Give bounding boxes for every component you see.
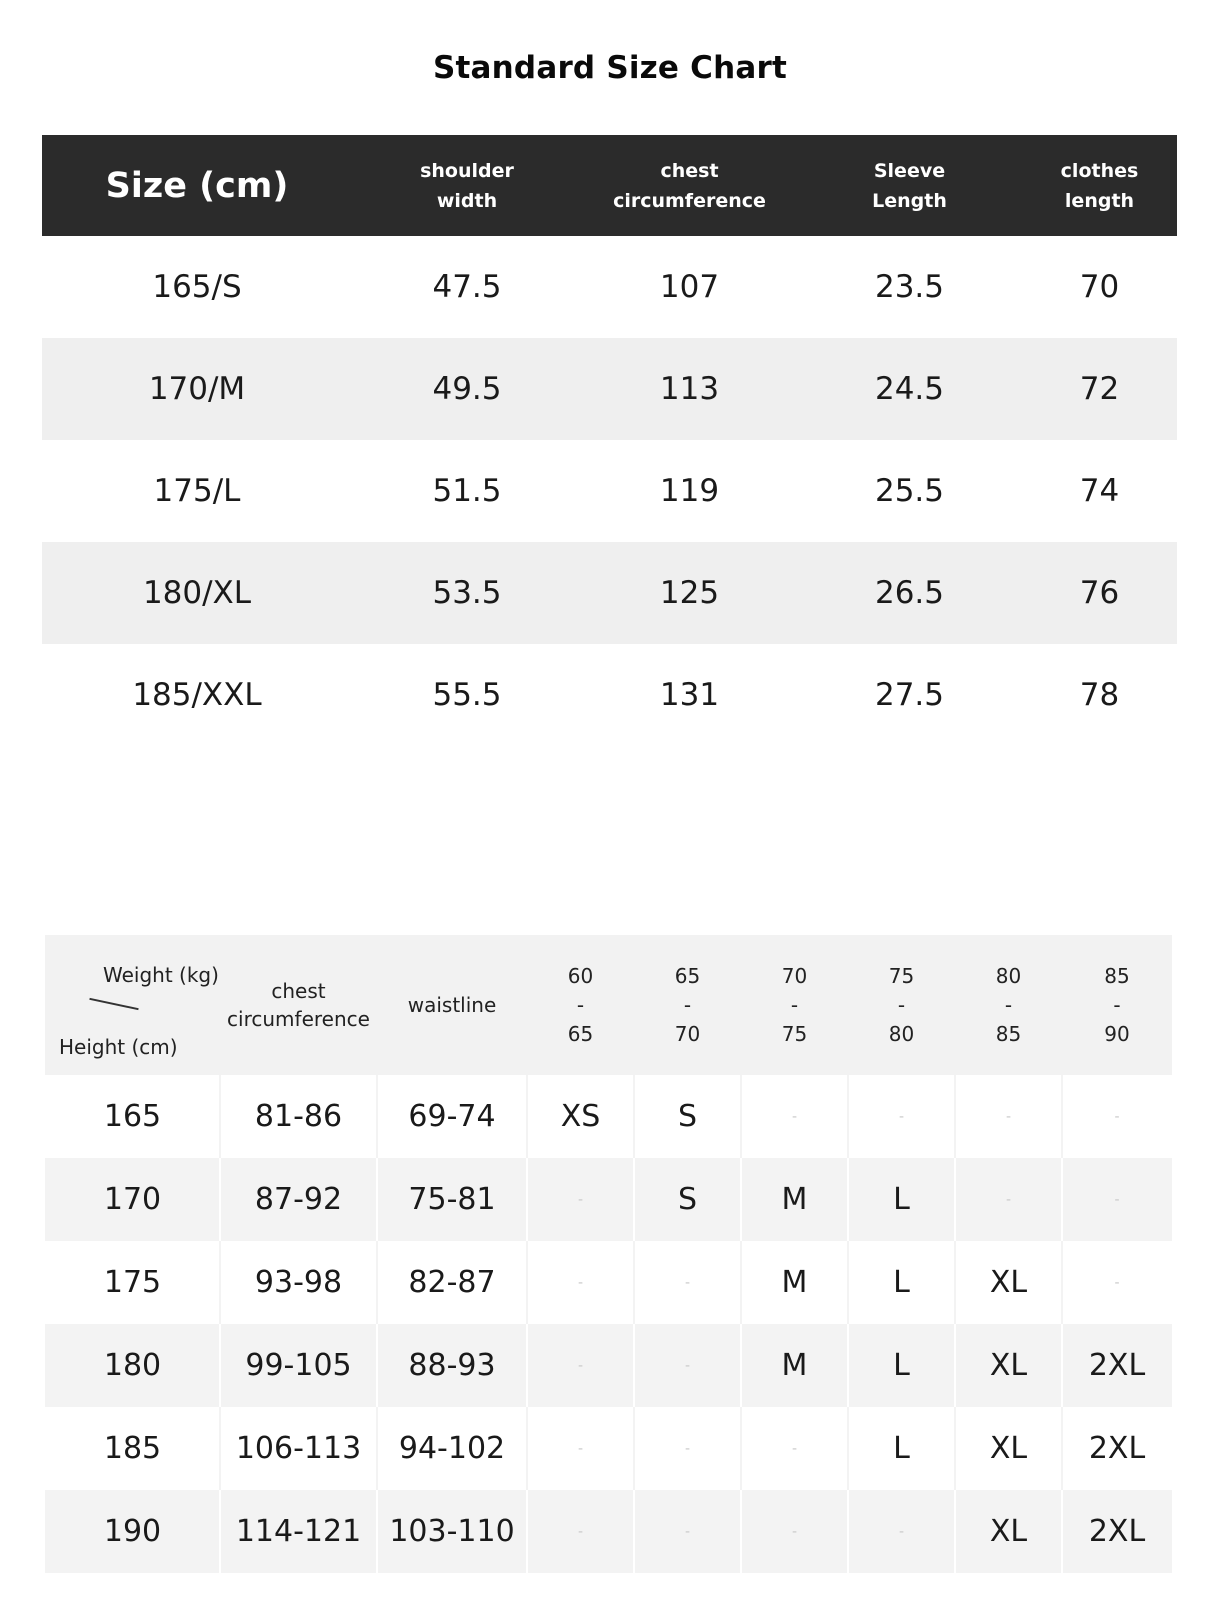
header-chest-circumference: chest circumference [613, 159, 766, 212]
waist-range-cell: 69-74 [408, 1099, 496, 1134]
chest-range-cell: 93-98 [254, 1265, 343, 1300]
weight-range-header: 65 - 70 [674, 963, 701, 1046]
header-chest-circumference: chest circumference [227, 979, 370, 1031]
empty-size-cell: - [1005, 1108, 1012, 1125]
table-row [42, 542, 1177, 644]
table-row [45, 1490, 1172, 1573]
clothes-cell: 72 [1079, 371, 1120, 407]
page-title: Standard Size Chart [433, 50, 787, 86]
height-weight-size-table [45, 935, 1172, 1573]
height-cell: 190 [103, 1514, 162, 1549]
size-cell: 165/S [152, 269, 242, 305]
waist-range-cell: 94-102 [398, 1431, 506, 1466]
clothes-cell: 78 [1079, 677, 1120, 713]
chest-cell: 131 [659, 677, 720, 713]
chest-range-cell: 106-113 [235, 1431, 362, 1466]
size-cell: XL [989, 1265, 1028, 1300]
header-shoulder-width: shoulder width [420, 159, 514, 212]
waist-range-cell: 88-93 [408, 1348, 496, 1383]
size-cell: XS [560, 1099, 601, 1134]
height-cell: 180 [103, 1348, 162, 1383]
table-row [45, 1158, 1172, 1241]
sleeve-cell: 25.5 [874, 473, 945, 509]
chest-range-cell: 87-92 [254, 1182, 343, 1217]
size-cell: S [677, 1099, 698, 1134]
chest-range-cell: 99-105 [245, 1348, 352, 1383]
size-cell: L [893, 1182, 910, 1217]
sleeve-cell: 26.5 [874, 575, 945, 611]
empty-size-cell: - [684, 1357, 691, 1374]
size-cell: 2XL [1088, 1514, 1146, 1549]
empty-size-cell: - [577, 1274, 584, 1291]
table-header [42, 135, 1177, 236]
empty-size-cell: - [577, 1440, 584, 1457]
shoulder-cell: 51.5 [432, 473, 502, 509]
weight-range-header: 60 - 65 [567, 963, 594, 1046]
table-row [42, 338, 1177, 440]
weight-range-header: 80 - 85 [995, 963, 1022, 1046]
size-cell: 2XL [1088, 1348, 1146, 1383]
corner-header [45, 935, 220, 1075]
empty-size-cell: - [791, 1523, 798, 1540]
table-row [42, 236, 1177, 338]
size-cell: L [893, 1348, 910, 1383]
size-cell: L [893, 1431, 910, 1466]
empty-size-cell: - [1114, 1274, 1120, 1291]
header-waistline: waistline [407, 993, 497, 1017]
table-row [45, 1407, 1172, 1490]
empty-size-cell: - [577, 1191, 584, 1208]
weight-axis-label: Weight (kg) [103, 963, 219, 987]
waist-range-cell: 75-81 [408, 1182, 496, 1217]
size-cell: M [781, 1348, 808, 1383]
diagonal-divider [89, 998, 138, 1010]
height-cell: 175 [103, 1265, 162, 1300]
header-size: Size (cm) [105, 165, 289, 206]
sleeve-cell: 23.5 [874, 269, 945, 305]
chest-range-cell: 114-121 [235, 1514, 362, 1549]
empty-size-cell: - [791, 1440, 798, 1457]
table-row [45, 1324, 1172, 1407]
empty-size-cell: - [577, 1357, 584, 1374]
size-cell: XL [989, 1514, 1028, 1549]
empty-size-cell: - [1114, 1108, 1120, 1125]
waist-range-cell: 82-87 [408, 1265, 496, 1300]
size-cell: XL [989, 1431, 1028, 1466]
chest-range-cell: 81-86 [254, 1099, 343, 1134]
empty-size-cell: - [684, 1523, 691, 1540]
empty-size-cell: - [898, 1108, 905, 1125]
empty-size-cell: - [898, 1523, 905, 1540]
chest-cell: 119 [659, 473, 720, 509]
size-cell: 170/M [148, 371, 246, 407]
height-cell: 170 [103, 1182, 162, 1217]
empty-size-cell: - [577, 1523, 584, 1540]
table-row [42, 644, 1177, 746]
chest-cell: 113 [659, 371, 720, 407]
chest-cell: 125 [659, 575, 720, 611]
sleeve-cell: 24.5 [874, 371, 945, 407]
height-cell: 185 [103, 1431, 162, 1466]
waist-range-cell: 103-110 [389, 1514, 515, 1549]
table-row [45, 1075, 1172, 1158]
chest-cell: 107 [659, 269, 720, 305]
size-cell: S [677, 1182, 698, 1217]
table-row [42, 440, 1177, 542]
empty-size-cell: - [684, 1274, 691, 1291]
standard-size-table [42, 135, 1177, 746]
table-header [45, 935, 1172, 1075]
weight-range-header: 85 - 90 [1104, 963, 1130, 1046]
empty-size-cell: - [791, 1108, 798, 1125]
weight-range-header: 75 - 80 [888, 963, 915, 1046]
shoulder-cell: 47.5 [432, 269, 502, 305]
size-cell: M [781, 1265, 808, 1300]
sleeve-cell: 27.5 [874, 677, 945, 713]
height-cell: 165 [103, 1099, 162, 1134]
header-sleeve-length: Sleeve Length [872, 159, 947, 212]
size-cell: XL [989, 1348, 1028, 1383]
empty-size-cell: - [1005, 1191, 1012, 1208]
shoulder-cell: 53.5 [432, 575, 502, 611]
size-cell: 175/L [153, 473, 241, 509]
weight-range-header: 70 - 75 [781, 963, 808, 1046]
header-clothes-length: clothes length [1060, 159, 1139, 212]
size-cell: 180/XL [142, 575, 252, 611]
shoulder-cell: 55.5 [432, 677, 502, 713]
clothes-cell: 74 [1079, 473, 1120, 509]
empty-size-cell: - [1114, 1191, 1120, 1208]
size-cell: 2XL [1088, 1431, 1146, 1466]
size-cell: 185/XXL [132, 677, 262, 713]
table-row [45, 1241, 1172, 1324]
size-cell: L [893, 1265, 910, 1300]
height-axis-label: Height (cm) [59, 1035, 178, 1059]
empty-size-cell: - [684, 1440, 691, 1457]
clothes-cell: 76 [1079, 575, 1120, 611]
size-cell: M [781, 1182, 808, 1217]
shoulder-cell: 49.5 [432, 371, 502, 407]
clothes-cell: 70 [1079, 269, 1120, 305]
